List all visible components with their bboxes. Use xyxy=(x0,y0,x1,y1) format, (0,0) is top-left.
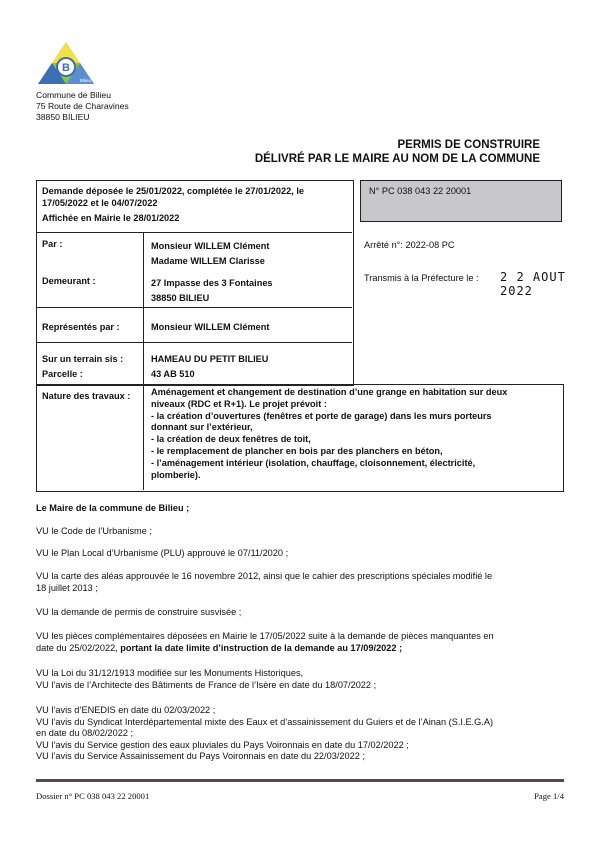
page-title: PERMIS DE CONSTRUIRE DÉLIVRÉ PAR LE MAIRE AU NOM DE LA COMMUNE xyxy=(254,139,540,165)
permit-number-box xyxy=(360,180,562,222)
vu-plu: VU le Plan Local d’Urbanisme (PLU) approuvé le 07/11/2020 ; xyxy=(36,548,289,558)
vu-carte: VU la carte des aléas approuvée le 16 novembre 2012, ainsi que le cahier des prescriptions spéciales modifié le 18 juillet 2013 ; xyxy=(36,571,493,593)
logo-caption: Bilieu xyxy=(80,78,92,83)
demande-info: Demande déposée le 25/01/2022, complétée le 27/01/2022, le 17/05/2022 et le 04/07/2022 Affichée en Mairie le 28/01/2022 xyxy=(42,186,305,223)
footer-rule xyxy=(36,779,564,782)
terrain-values: HAMEAU DU PETIT BILIEU 43 AB 510 xyxy=(151,354,269,379)
par-label: Par : xyxy=(42,239,63,249)
svg-text:B: B xyxy=(62,62,70,74)
permit-number: N° PC 038 043 22 20001 xyxy=(369,186,472,196)
representes-label: Représentés par : xyxy=(42,322,120,332)
transmis-label: Transmis à la Préfecture le : xyxy=(364,273,479,283)
vu-avis: VU l’avis d’ENEDIS en date du 02/03/2022 ; VU l’avis du Syndicat Interdépartemental mixte des Eaux et d’assainissement du Guiers et de l’Ainan (S.I.E.G.A) en date du 08/02/2022 ; VU l’avis du Service gestion des eaux pluviales du Pays Voironnais en date du 17/02/2022 ; VU l’avis du Service Assainissement du Pays Voironnais en date du 22/03/2022 ; xyxy=(36,705,494,761)
demeurant-values: 27 Impasse des 3 Fontaines 38850 BILIEU xyxy=(151,278,273,303)
vu-loi-abf: VU la Loi du 31/12/1913 modifiée sur les Monuments Historiques, VU l’avis de l’Architecte des Bâtiments de France de l’Isère en date du 18/07/2022 ; xyxy=(36,668,377,690)
commune-address: Commune de Bilieu 75 Route de Charavines 38850 BILIEU xyxy=(36,90,129,122)
footer-page-number: Page 1/4 xyxy=(534,791,564,801)
par-values: Monsieur WILLEM Clément Madame WILLEM Clarisse xyxy=(151,241,270,266)
footer-dossier: Dossier n° PC 038 043 22 20001 xyxy=(36,791,150,801)
nature-label: Nature des travaux : xyxy=(42,391,131,401)
commune-logo xyxy=(36,40,96,90)
nature-description: Aménagement et changement de destination d’une grange en habitation sur deux niveaux (RDC et R+1). Le projet prévoit : - la création d’ouvertures (fenêtres et porte de garage) dans les murs porteurs donnant sur l’extérieur, - la création de deux fenêtres de toit, - le remplacement de plancher en bois par des planchers en béton, - l’aménagement intérieur (isolation, chauffage, cloisonnement, électricité, plomberie). xyxy=(151,387,508,480)
vu-demande: VU la demande de permis de construire susvisée ; xyxy=(36,607,242,617)
representes-value: Monsieur WILLEM Clément xyxy=(151,322,270,332)
maire-heading: Le Maire de la commune de Bilieu ; xyxy=(36,503,190,513)
vu-code: VU le Code de l’Urbanisme ; xyxy=(36,526,152,536)
vu-pieces: VU les pièces complémentaires déposées en Mairie le 17/05/2022 suite à la demande de pièces manquantes en date du 25/02/2022, portant la date limite d’instruction de la demande au 17/09/2022 ; xyxy=(36,631,494,653)
arrete-number: Arrêté n°: 2022-08 PC xyxy=(364,240,455,250)
transmis-date-stamp: 2 2 AOUT 2022 xyxy=(500,270,566,298)
terrain-labels: Sur un terrain sis : Parcelle : xyxy=(42,354,124,379)
demeurant-label: Demeurant : xyxy=(42,276,96,286)
